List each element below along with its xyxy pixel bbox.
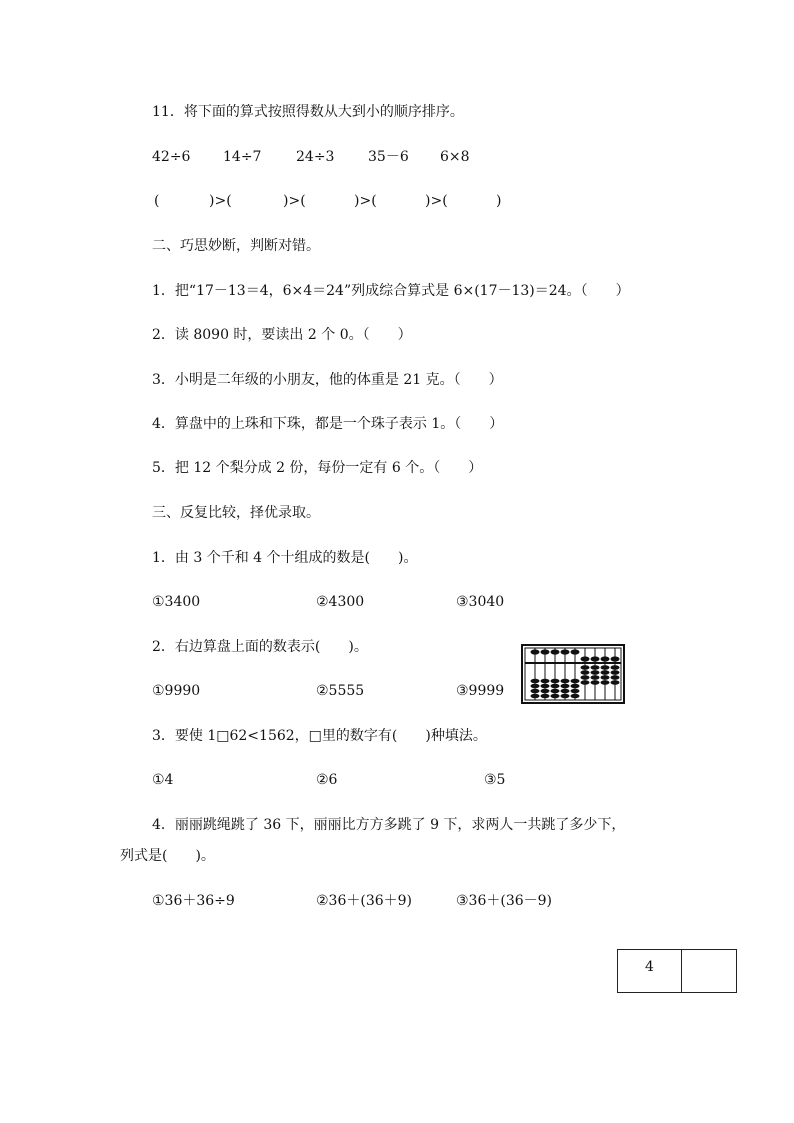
abacus-lower-bead xyxy=(581,680,590,685)
abacus-lower-bead xyxy=(531,684,540,689)
abacus-upper-bead xyxy=(591,656,600,661)
choice-q1-text: 1．由 3 个千和 4 个十组成的数是( )。 xyxy=(152,550,418,566)
abacus-lower-bead xyxy=(541,689,550,694)
score-box xyxy=(617,949,737,993)
option: ②5555 xyxy=(316,683,365,699)
option: ③5 xyxy=(484,772,506,788)
abacus-upper-bead xyxy=(571,649,580,654)
abacus-lower-bead xyxy=(561,694,570,699)
abacus-lower-bead xyxy=(551,679,560,684)
abacus-image xyxy=(521,644,625,708)
abacus-upper-bead xyxy=(601,656,610,661)
choice-q4-line1: 4．丽丽跳绳跳了 36 下，丽丽比方方多跳了 9 下，求两人一共跳了多少下， xyxy=(152,817,626,833)
abacus-lower-bead xyxy=(551,689,560,694)
section2-heading: 二、巧思妙断，判断对错。 xyxy=(152,238,320,254)
abacus-upper-bead xyxy=(581,656,590,661)
page-number: 4 xyxy=(645,959,654,975)
option: ①9990 xyxy=(152,683,201,699)
q11-expression: 6×8 xyxy=(440,149,470,165)
q11-expression: 24÷3 xyxy=(296,149,335,165)
abacus-lower-bead xyxy=(591,675,600,680)
abacus-lower-bead xyxy=(531,694,540,699)
option: ③3040 xyxy=(456,594,505,610)
option: ①3400 xyxy=(152,594,201,610)
abacus-lower-bead xyxy=(561,689,570,694)
abacus-lower-bead xyxy=(581,665,590,670)
judge-item-3: 3．小明是二年级的小朋友，他的体重是 21 克。（ ） xyxy=(152,372,503,388)
judge-item-5: 5．把 12 个梨分成 2 份，每份一定有 6 个。（ ） xyxy=(152,460,483,476)
choice-q3-text: 3．要使 1□62<1562，□里的数字有( )种填法。 xyxy=(152,728,487,744)
option: ②4300 xyxy=(316,594,365,610)
abacus-drawing xyxy=(521,644,625,704)
abacus-lower-bead xyxy=(541,679,550,684)
judge-item-1: 1．把“17－13＝4，6×4＝24”列成综合算式是 6×(17－13)＝24。（ ） xyxy=(152,283,630,299)
answer-blank: )>( xyxy=(354,193,377,209)
abacus-lower-bead xyxy=(601,675,610,680)
abacus-lower-bead xyxy=(571,694,580,699)
choice-q4-line2: 列式是( )。 xyxy=(120,848,215,864)
abacus-lower-bead xyxy=(551,694,560,699)
abacus-lower-bead xyxy=(551,684,560,689)
option: ③36＋(36－9) xyxy=(456,893,553,909)
abacus-lower-bead xyxy=(601,680,610,685)
abacus-lower-bead xyxy=(601,665,610,670)
q11-title: 11．将下面的算式按照得数从大到小的顺序排序。 xyxy=(152,104,464,120)
abacus-lower-bead xyxy=(561,679,570,684)
abacus-lower-bead xyxy=(581,670,590,675)
abacus-lower-bead xyxy=(571,689,580,694)
abacus-lower-bead xyxy=(591,670,600,675)
choice-q2-text: 2．右边算盘上面的数表示( )。 xyxy=(152,639,368,655)
abacus-lower-bead xyxy=(531,679,540,684)
option: ①4 xyxy=(152,772,174,788)
option: ③9999 xyxy=(456,683,505,699)
abacus-lower-bead xyxy=(611,675,620,680)
answer-blank: )>( xyxy=(283,193,306,209)
option: ①36＋36÷9 xyxy=(152,893,235,909)
abacus-upper-bead xyxy=(541,649,550,654)
abacus-lower-bead xyxy=(531,689,540,694)
abacus-lower-bead xyxy=(561,684,570,689)
abacus-lower-bead xyxy=(541,694,550,699)
option: ②6 xyxy=(316,772,338,788)
abacus-lower-bead xyxy=(541,684,550,689)
abacus-upper-bead xyxy=(611,656,620,661)
q11-expression: 35－6 xyxy=(368,149,409,165)
abacus-lower-bead xyxy=(571,684,580,689)
abacus-lower-bead xyxy=(601,670,610,675)
q11-expression: 14÷7 xyxy=(223,149,262,165)
abacus-lower-bead xyxy=(591,680,600,685)
abacus-lower-bead xyxy=(611,680,620,685)
score-box-divider xyxy=(681,950,682,992)
abacus-lower-bead xyxy=(611,670,620,675)
abacus-upper-bead xyxy=(551,649,560,654)
section3-heading: 三、反复比较，择优录取。 xyxy=(152,505,320,521)
q11-expression: 42÷6 xyxy=(152,149,191,165)
judge-item-2: 2．读 8090 时，要读出 2 个 0。（ ） xyxy=(152,327,412,343)
abacus-lower-bead xyxy=(581,675,590,680)
answer-blank: )>( xyxy=(209,193,232,209)
abacus-lower-bead xyxy=(591,665,600,670)
judge-item-4: 4．算盘中的上珠和下珠，都是一个珠子表示 1。（ ） xyxy=(152,416,504,432)
abacus-upper-bead xyxy=(531,649,540,654)
abacus-lower-bead xyxy=(571,679,580,684)
abacus-upper-bead xyxy=(561,649,570,654)
answer-blank: )>( xyxy=(425,193,448,209)
answer-blank: ) xyxy=(496,193,502,209)
answer-blank: ( xyxy=(154,193,160,209)
option: ②36＋(36＋9) xyxy=(316,893,413,909)
abacus-lower-bead xyxy=(611,665,620,670)
